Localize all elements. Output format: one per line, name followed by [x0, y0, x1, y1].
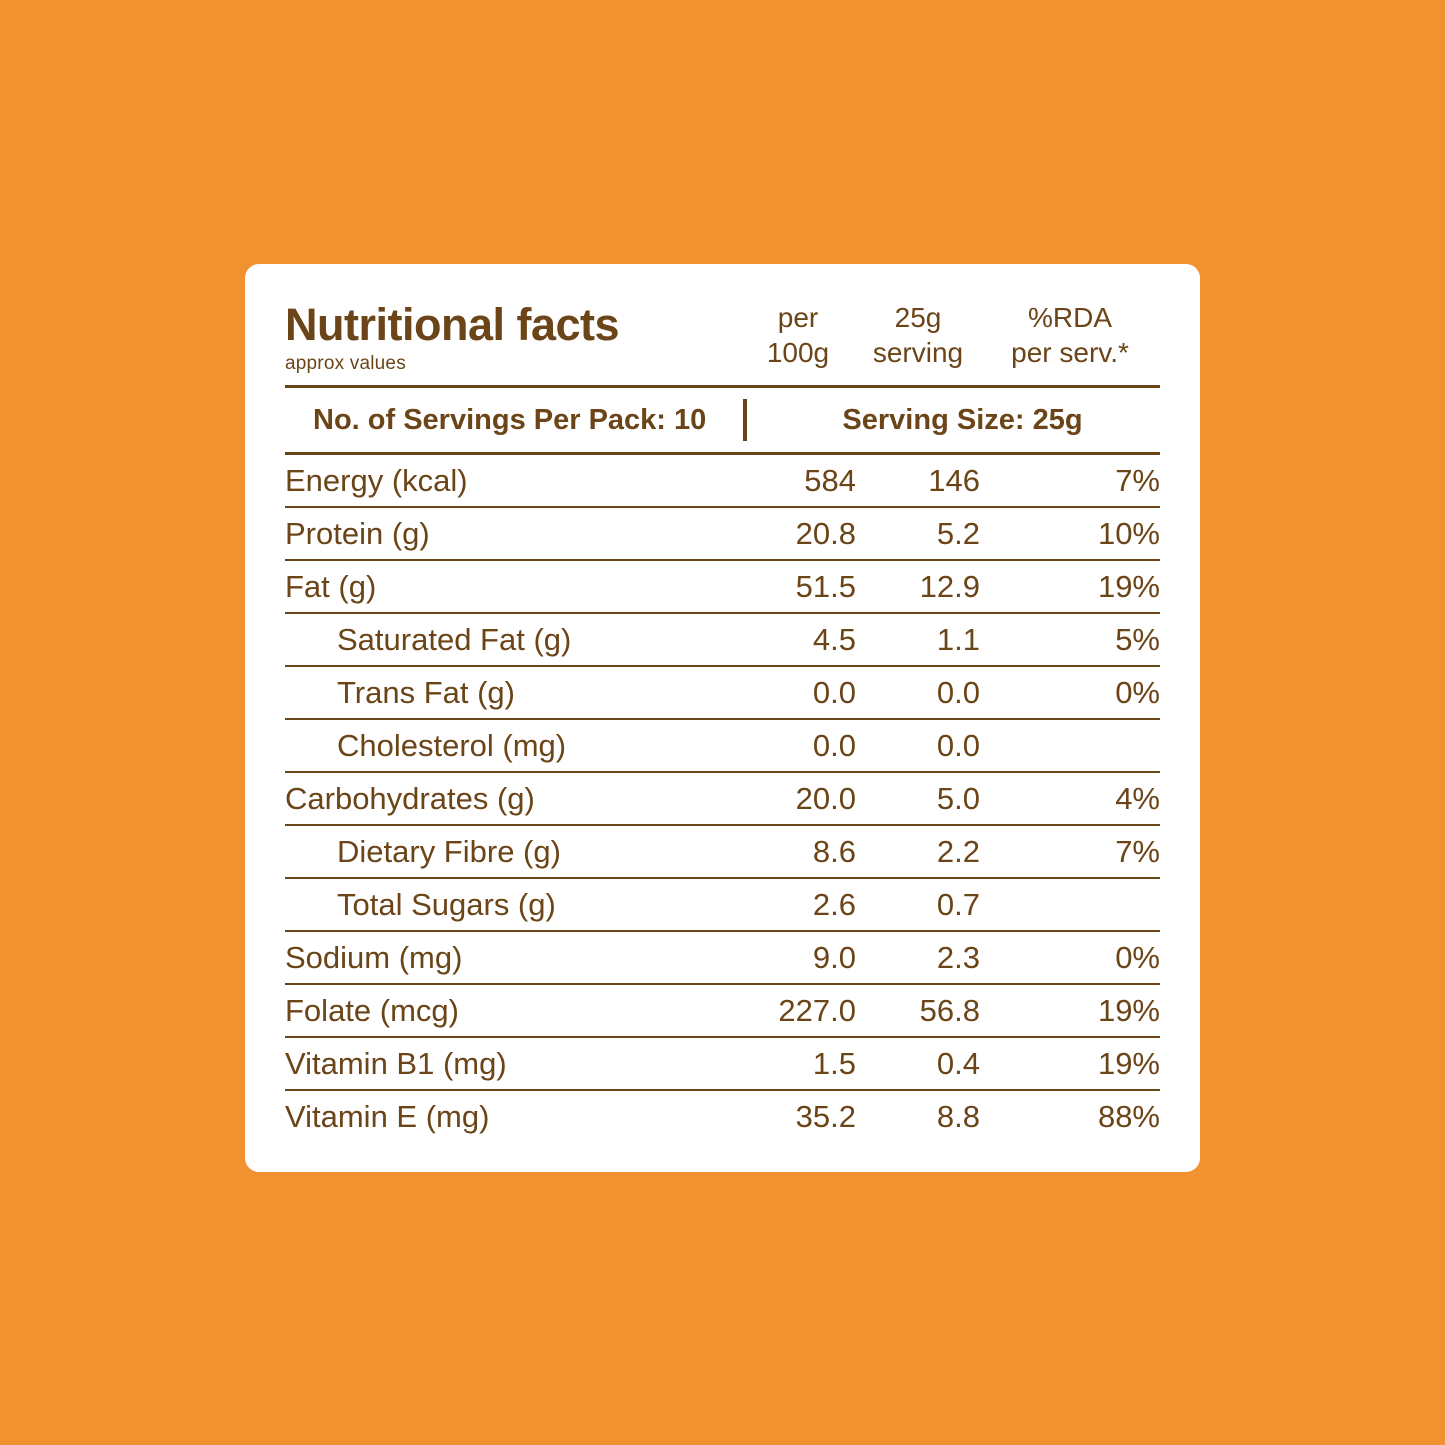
servings-row [285, 388, 1160, 452]
row-rda: 19% [980, 560, 1160, 613]
row-per-100g: 35.2 [795, 1099, 856, 1134]
title-subtitle: approx values [285, 353, 406, 374]
table-row [285, 772, 1160, 825]
row-rda: 88% [1097, 1099, 1160, 1134]
row-rda: 10% [980, 507, 1160, 560]
row-per-100g: 9.0 [740, 931, 856, 984]
footnote: *Based on 2000 kcal diet, FSSAI Labelling & Display Regulation 2020 & NIN ICMR 2020. [245, 1125, 1113, 1150]
row-rda: 0% [980, 666, 1160, 719]
row-per-100g: 0.0 [740, 666, 856, 719]
row-label: Fat (g) [285, 560, 740, 613]
title-block [285, 296, 619, 375]
row-label: Protein (g) [285, 507, 740, 560]
row-label: Sodium (mg) [285, 931, 740, 984]
nutrition-facts-card [245, 264, 1200, 1172]
row-rda: 5% [980, 613, 1160, 666]
row-label: Cholesterol (mg) [285, 719, 740, 772]
row-serving: 0.4 [856, 1037, 980, 1090]
table-row [285, 878, 1160, 931]
table-row [285, 931, 1160, 984]
servings-divider [743, 399, 747, 441]
row-rda: 19% [980, 984, 1160, 1037]
column-header-serving-line2: serving [872, 337, 964, 368]
column-headers [740, 296, 1160, 370]
column-header-per-100g-line2: 100g [766, 337, 830, 368]
row-per-100g: 584 [740, 455, 856, 507]
row-serving: 5.2 [856, 507, 980, 560]
table-row [285, 613, 1160, 666]
table-row [285, 984, 1160, 1037]
row-label: Trans Fat (g) [285, 666, 740, 719]
row-serving: 146 [856, 455, 980, 507]
column-header-rda-line2: per serv.* [1011, 337, 1129, 368]
table-row [285, 666, 1160, 719]
table-row [285, 507, 1160, 560]
row-per-100g: 8.6 [740, 825, 856, 878]
row-serving: 2.2 [856, 825, 980, 878]
row-label: Carbohydrates (g) [285, 772, 740, 825]
column-header-per-100g [740, 300, 856, 370]
row-label: Folate (mcg) [285, 984, 740, 1037]
nutrition-table-body [285, 455, 1160, 1142]
column-header-rda [980, 300, 1160, 370]
row-label: Vitamin B1 (mg) [285, 1037, 740, 1090]
row-label: Dietary Fibre (g) [285, 825, 740, 878]
row-per-100g: 227.0 [740, 984, 856, 1037]
row-rda: 7% [980, 825, 1160, 878]
row-per-100g: 20.0 [740, 772, 856, 825]
table-row [285, 825, 1160, 878]
table-row [285, 560, 1160, 613]
column-header-rda-line1: %RDA [1027, 302, 1112, 333]
column-header-serving [856, 300, 980, 370]
row-per-100g: 1.5 [740, 1037, 856, 1090]
row-label: Total Sugars (g) [285, 878, 740, 931]
row-rda [980, 719, 1160, 772]
row-serving: 2.3 [856, 931, 980, 984]
row-serving: 0.7 [856, 878, 980, 931]
row-serving: 0.0 [856, 719, 980, 772]
table-row [285, 455, 1160, 507]
row-per-100g: 2.6 [740, 878, 856, 931]
column-header-per-100g-line1: per [777, 302, 819, 333]
row-label: Saturated Fat (g) [285, 613, 740, 666]
row-per-100g: 51.5 [740, 560, 856, 613]
serving-size: Serving Size: 25g [842, 403, 1083, 436]
card-header [285, 296, 1160, 385]
row-rda: 4% [980, 772, 1160, 825]
row-serving: 8.8 [936, 1099, 980, 1134]
table-row [285, 1037, 1160, 1090]
row-serving: 1.1 [856, 613, 980, 666]
column-header-serving-line1: 25g [894, 302, 942, 333]
row-serving: 5.0 [856, 772, 980, 825]
row-label: Vitamin E (mg) [285, 1099, 490, 1134]
row-serving: 56.8 [856, 984, 980, 1037]
row-per-100g: 20.8 [740, 507, 856, 560]
row-per-100g: 0.0 [740, 719, 856, 772]
row-rda [980, 878, 1160, 931]
row-rda: 0% [980, 931, 1160, 984]
row-serving: 0.0 [856, 666, 980, 719]
servings-per-pack: No. of Servings Per Pack: 10 [313, 403, 707, 436]
table-row [285, 719, 1160, 772]
nutrition-table [285, 455, 1160, 1142]
row-rda: 19% [980, 1037, 1160, 1090]
page-title: Nutritional facts [285, 299, 620, 350]
row-serving: 12.9 [856, 560, 980, 613]
row-rda: 7% [980, 455, 1160, 507]
row-per-100g: 4.5 [740, 613, 856, 666]
row-label: Energy (kcal) [285, 455, 740, 507]
